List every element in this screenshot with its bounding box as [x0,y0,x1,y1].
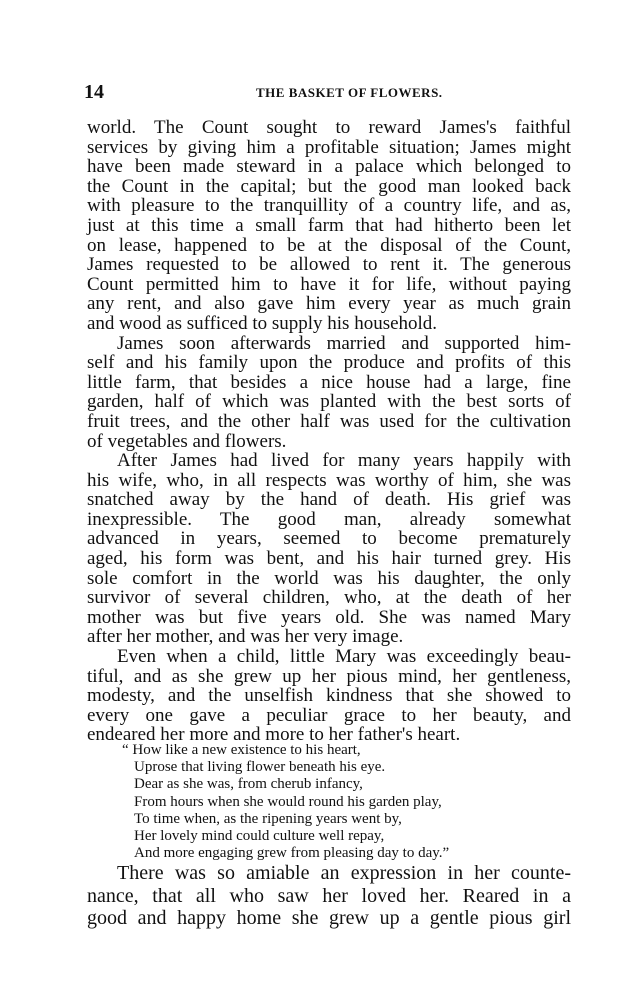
poem-line: Uprose that living flower beneath his eye. [134,759,386,776]
text-line: James soon afterwards married and supported him- [117,332,571,354]
text-line: Count permitted him to have it for life, without paying [87,273,571,295]
text-line: aged, his form was bent, and his hair turned grey. His [87,548,571,570]
text-line: fruit trees, and the other half was used for the cultivation [87,410,571,432]
text-line: modesty, and the unselfish kindness that she showed to [87,685,571,707]
text-line: his wife, who, in all respects was worthy of him, she was [87,469,571,491]
text-line: with pleasure to the tranquillity of a country life, and as, [87,195,571,217]
text-line: any rent, and also gave him every year as much grain [87,293,571,315]
text-line: Even when a child, little Mary was exceedingly beau- [117,646,571,668]
text-line: little farm, that besides a nice house had a large, fine [87,371,571,393]
text-line: have been made steward in a palace which belonged to [87,156,571,178]
poem-line: Dear as she was, from cherub infancy, [134,776,363,793]
text-line: James requested to be allowed to rent it. The generous [87,254,571,276]
text-line: world. The Count sought to reward James's faithful [87,117,571,138]
text-line: just at this time a small farm that had hitherto been let [87,214,571,236]
text-line: inexpressible. The good man, already somewhat [87,508,571,530]
text-line: after her mother, and was her very image. [87,626,404,648]
running-title: THE BASKET OF FLOWERS. [256,85,443,100]
text-line: on lease, happened to be at the disposal of the Count, [87,234,571,256]
page-number: 14 [84,81,104,103]
text-line: tiful, and as she grew up her pious mind, her gentleness, [87,665,571,687]
text-line: endeared her more and more to her father's heart. [87,724,461,746]
poem-line: From hours when she would round his garden play, [134,793,442,810]
text-line: self and his family upon the produce and profits of this [87,352,571,374]
text-line: sole comfort in the world was his daughter, the only [87,567,571,589]
page-header [84,80,544,104]
text-line: good and happy home she grew up a gentle pious girl [87,907,571,929]
text-line: of vegetables and flowers. [87,430,287,452]
text-line: the Count in the capital; but the good man looked back [87,175,571,197]
body-text [87,118,571,745]
text-line: mother was but five years old. She was named Mary [87,606,571,628]
text-line: and wood as sufficed to supply his household. [87,312,438,334]
poem-line: Her lovely mind could culture well repay, [134,827,385,844]
text-line: nance, that all who saw her loved her. Reared in a [87,884,571,907]
poem-quote [122,742,542,862]
text-line: every one gave a peculiar grace to her beauty, and [87,704,571,726]
poem-line: To time when, as the ripening years went by, [134,810,402,827]
text-line: survivor of several children, who, at the death of her [87,587,571,609]
poem-line: And more engaging grew from pleasing day to day.” [134,845,450,862]
text-line: services by giving him a profitable situation; James might [87,136,571,158]
text-line: advanced in years, seemed to become prematurely [87,528,571,550]
poem-line: “ How like a new existence to his heart, [122,742,361,758]
closing-paragraph [87,862,571,930]
text-line: snatched away by the hand of death. His grief was [87,489,571,511]
text-line: After James had lived for many years happily with [117,450,571,472]
text-line: There was so amiable an expression in her counte- [117,862,571,884]
text-line: garden, half of which was planted with the best sorts of [87,391,571,413]
